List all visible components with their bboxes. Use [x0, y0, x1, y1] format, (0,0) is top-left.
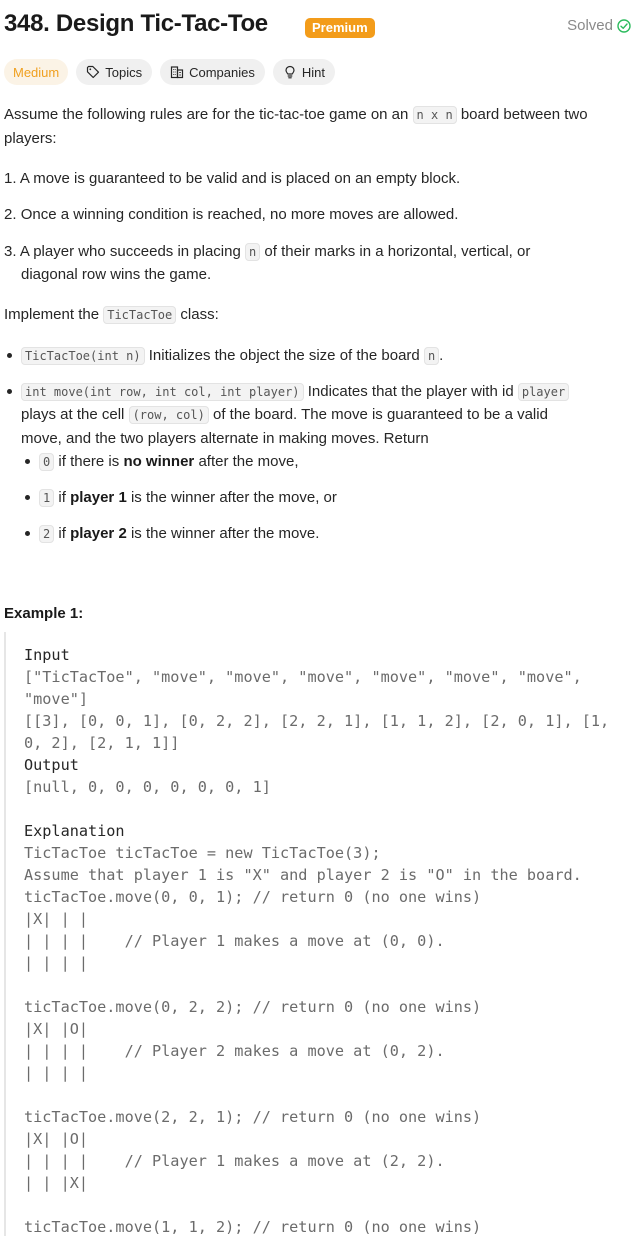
explanation-line: | | | | // Player 1 makes a move at (2, 2). [24, 1152, 445, 1170]
rule-number: 2. [4, 206, 17, 223]
inline-code: player [518, 383, 569, 401]
explanation-line: |X| |O| [24, 1130, 89, 1148]
rule-text: of their marks in a horizontal, vertical, or [260, 243, 531, 260]
implement-text: Implement the [4, 306, 104, 323]
explanation-line: |X| |O| [24, 1020, 89, 1038]
bullet-dot [25, 459, 30, 464]
return-text: if [54, 525, 71, 542]
explanation-line: | | | | // Player 2 makes a move at (0, 2). [24, 1042, 445, 1060]
implement-line [4, 303, 629, 327]
bullet-dot [7, 353, 12, 358]
rule-1 [4, 167, 629, 190]
return-1 [39, 486, 629, 510]
inline-code: TicTacToe(int n) [21, 347, 145, 365]
building-icon [170, 65, 184, 79]
problem-header [4, 6, 633, 46]
hint-label: Hint [301, 64, 325, 80]
inline-code: 0 [39, 453, 54, 471]
example-code [24, 644, 609, 1236]
return-bold: no winner [123, 453, 195, 470]
example-title: Example 1: [4, 605, 84, 622]
return-2 [39, 522, 629, 546]
method-text: move, and the two players alternate in making moves. Return [21, 430, 429, 447]
explanation-line: Assume that player 1 is "X" and player 2 is "O" in the board. [24, 866, 582, 884]
inline-code: int move(int row, int col, int player) [21, 383, 304, 401]
method-move-line-2 [21, 403, 629, 427]
bullet-dot [25, 495, 30, 500]
rule-text: diagonal row wins the game. [21, 266, 212, 283]
rule-3-line-2 [21, 263, 629, 286]
inline-code: 1 [39, 489, 54, 507]
explanation-line: ticTacToe.move(2, 2, 1); // return 0 (no one wins) [24, 1108, 482, 1126]
explanation-line: | | | | [24, 1064, 89, 1082]
intro-paragraph [4, 103, 629, 150]
bullet-dot [25, 531, 30, 536]
solved-label: Solved [567, 17, 613, 34]
lightbulb-icon [283, 65, 297, 79]
method-constructor [21, 344, 629, 368]
return-text: is the winner after the move. [126, 525, 320, 542]
hint-button[interactable] [273, 59, 335, 85]
return-bold: player 2 [70, 525, 127, 542]
inline-code: (row, col) [129, 406, 209, 424]
explanation-line: ticTacToe.move(0, 2, 2); // return 0 (no one wins) [24, 998, 482, 1016]
inline-code: n x n [413, 106, 457, 124]
inline-code: n [245, 243, 260, 261]
method-move [21, 380, 629, 404]
method-text: Initializes the object the size of the board [144, 347, 424, 364]
input-line: 0, 2], [2, 1, 1]] [24, 734, 180, 752]
tag-bar [4, 59, 335, 85]
companies-label: Companies [189, 64, 255, 80]
solved-status [567, 17, 631, 34]
input-label: Input [24, 646, 70, 664]
rule-text: A move is guaranteed to be valid and is placed on an empty block. [19, 170, 461, 187]
rule-number: 3. [4, 243, 17, 260]
input-line: ["TicTacToe", "move", "move", "move", "move", "move", "move", [24, 668, 582, 686]
rule-2 [4, 203, 629, 226]
explanation-line: |X| | | [24, 910, 89, 928]
tag-icon [86, 65, 100, 79]
topics-label: Topics [105, 64, 143, 80]
input-line: "move"] [24, 690, 89, 708]
premium-badge[interactable]: Premium [305, 18, 375, 38]
explanation-line: ticTacToe.move(0, 0, 1); // return 0 (no one wins) [24, 888, 482, 906]
explanation-line: | | | | // Player 1 makes a move at (0, 0). [24, 932, 445, 950]
method-move-line-3 [21, 427, 629, 450]
bullet-dot [7, 389, 12, 394]
explanation-line: | | |X| [24, 1174, 89, 1192]
page-title: 348. Design Tic-Tac-Toe [4, 10, 268, 37]
rule-text: Once a winning condition is reached, no more moves are allowed. [20, 206, 459, 223]
return-0 [39, 450, 629, 474]
explanation-line: ticTacToe.move(1, 1, 2); // return 0 (no one wins) [24, 1218, 482, 1236]
return-text: if [54, 489, 71, 506]
rule-number: 1. [4, 170, 17, 187]
return-text: if there is [54, 453, 124, 470]
inline-code: 2 [39, 525, 54, 543]
method-text: of the board. The move is guaranteed to be a valid [208, 406, 548, 423]
explanation-label: Explanation [24, 822, 125, 840]
inline-code: n [424, 347, 439, 365]
inline-code: TicTacToe [103, 306, 176, 324]
difficulty-label: Medium [13, 64, 60, 80]
topics-button[interactable] [76, 59, 152, 85]
intro-text: Assume the following rules are for the tic-tac-toe game on an [4, 106, 413, 123]
intro-text-end: board between two players: [4, 106, 588, 147]
return-text: after the move, [194, 453, 299, 470]
method-text: plays at the cell [21, 406, 129, 423]
return-bold: player 1 [70, 489, 127, 506]
rule-text: A player who succeeds in placing [19, 243, 245, 260]
method-text-end: . [439, 347, 444, 364]
method-text: Indicates that the player with id [303, 383, 518, 400]
explanation-line: | | | | [24, 954, 89, 972]
difficulty-badge [4, 59, 68, 85]
companies-button[interactable] [160, 59, 265, 85]
implement-text-end: class: [176, 306, 219, 323]
check-circle-icon [617, 19, 631, 33]
input-line: [[3], [0, 0, 1], [0, 2, 2], [2, 2, 1], [1, 1, 2], [2, 0, 1], [1, [24, 712, 610, 730]
example-block [4, 632, 633, 1236]
rule-3 [4, 240, 629, 264]
explanation-line: TicTacToe ticTacToe = new TicTacToe(3); [24, 844, 381, 862]
output-label: Output [24, 756, 79, 774]
return-text: is the winner after the move, or [126, 489, 337, 506]
output-line: [null, 0, 0, 0, 0, 0, 0, 1] [24, 778, 271, 796]
